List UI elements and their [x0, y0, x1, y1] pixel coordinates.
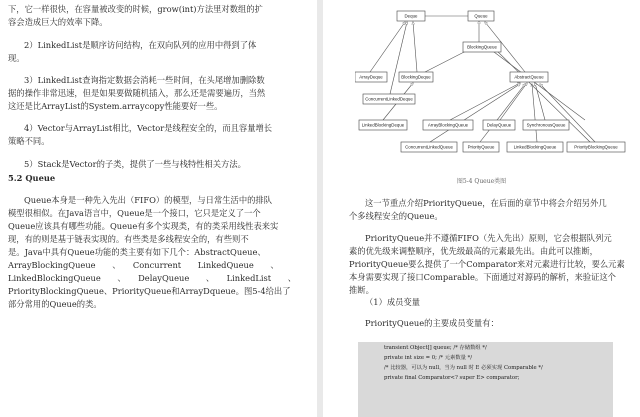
text-line: 现。 [8, 53, 25, 63]
svg-text:ConcurrentLinkedDeque: ConcurrentLinkedDeque [365, 96, 413, 102]
svg-text:Deque: Deque [404, 13, 418, 19]
node-queue [468, 11, 494, 21]
text-line: PriorityQueue要么提供了一个Comparator来对元素进行比较，要么元素 [349, 259, 625, 269]
code-line: private int size = 0; /* 元素数量 */ [384, 355, 473, 361]
text-line: 策略不同。 [8, 136, 50, 146]
code-line: transient Object[] queue; /* 存储数组 */ [384, 345, 487, 351]
text-line: 5）Stack是Vector的子类，提供了一些与栈特性相关方法。 [24, 159, 246, 169]
text-line: PriorityQueue并不遵循FIFO（先入先出）原则，它会根据队列元 [365, 233, 612, 243]
text-line: ArrayBlockingQueue 、 Concurrent LinkedQueue 、 [8, 260, 279, 270]
text-line: 这一节重点介绍PriorityQueue，在后面的章节中将会介绍另外几 [365, 198, 607, 208]
node-blocking-deque [399, 72, 433, 82]
text-line: Queue应该具有哪些功能。Queue有多个实现类，有的类采用线性表来实 [8, 221, 279, 231]
node-abstract-queue [510, 72, 548, 82]
left-page [0, 0, 317, 417]
text-line: 3）LinkedList查询指定数据会消耗一些时间，在头尾增加删除数 [24, 75, 265, 85]
node-concurrent-linked-queue [401, 142, 457, 152]
svg-text:SynchronousQueue: SynchronousQueue [526, 122, 566, 128]
queue-class-diagram [355, 4, 627, 156]
text-line: 下，它一样很快，在容量被改变的时候，grow(int)方法里对数组的扩 [8, 4, 263, 14]
node-array-blocking-queue [423, 120, 473, 130]
node-deque [397, 11, 425, 21]
svg-text:ConcurrentLinkedQueue: ConcurrentLinkedQueue [405, 144, 453, 150]
node-concurrent-linked-deque [363, 94, 415, 104]
text-line: LinkedBlockingQueue 、 DelayQueue 、 LinkedList 、 [8, 273, 297, 283]
svg-text:ArrayDeque: ArrayDeque [359, 74, 383, 80]
code-block [358, 342, 613, 417]
text-line: 容会造成巨大的效率下降。 [8, 17, 108, 27]
node-array-deque [355, 72, 387, 82]
text-line: 据的操作非常迅速，但是如果要做随机插入，那么还是需要遍历，当然 [8, 88, 266, 98]
node-priority-blocking-queue [567, 142, 625, 152]
text-line: 素的优先级来调整顺序，优先级最高的元素最先出。由此可以推断， [349, 246, 598, 256]
text-line: 模型很相似。在Java语言中，Queue是一个接口，它只是定义了一个 [8, 208, 261, 218]
text-line: 4）Vector与ArrayList相比，Vector是线程安全的，而且容量增长 [24, 123, 273, 133]
node-linked-blocking-deque [359, 120, 407, 130]
svg-text:LinkedBlockingDeque: LinkedBlockingDeque [361, 122, 405, 128]
figure-caption: 图5-4 Queue类图 [456, 178, 507, 185]
svg-text:BlockingDeque: BlockingDeque [401, 74, 431, 80]
svg-text:PriorityQueue: PriorityQueue [467, 144, 495, 150]
text-line: Queue本身是一种先入先出（FIFO）的模型，与日常生活中的排队 [24, 195, 273, 205]
node-delay-queue [483, 120, 515, 130]
code-line: private final Comparator<? super E> comparator; [384, 375, 520, 381]
text-line: 本身需要实现了接口Comparable。下面通过对源码的解析，来验证这个 [349, 272, 616, 282]
text-line: PriorityBlockingQueue、PriorityQueue和ArrayDqueue。图5-4给出了 [8, 286, 291, 296]
code-line: /* 比较器，可以为 null，当为 null 时 E 必须实现 Comparable */ [384, 365, 543, 371]
svg-text:AbstractQueue: AbstractQueue [514, 74, 544, 80]
node-linked-blocking-queue [507, 142, 563, 152]
text-line: 个多线程安全的Queue。 [349, 211, 443, 221]
node-blocking-queue [463, 42, 501, 52]
node-synchronous-queue [523, 120, 569, 130]
subsection-heading: （1）成员变量 [365, 297, 421, 307]
text-line: 2）LinkedList是顺序访问结构，在双向队列的应用中得到了体 [24, 40, 257, 50]
svg-text:LinkedBlockingQueue: LinkedBlockingQueue [513, 144, 557, 150]
svg-text:ArrayBlockingQueue: ArrayBlockingQueue [427, 122, 469, 128]
text-line: 现，有的则是基于链表实现的。有些类是多线程安全的，有些则不 [8, 234, 249, 244]
text-line: 部分常用的Queue的类。 [8, 299, 102, 309]
svg-text:PriorityBlockingQueue: PriorityBlockingQueue [574, 144, 618, 150]
svg-text:DelayQueue: DelayQueue [486, 122, 512, 128]
section-heading: 5.2 Queue [8, 173, 56, 183]
right-page [323, 0, 640, 417]
text-line: PriorityQueue的主要成员变量有： [365, 318, 499, 328]
text-line: 推断。 [349, 285, 374, 295]
svg-text:Queue: Queue [474, 13, 488, 19]
svg-text:BlockingQueue: BlockingQueue [467, 44, 497, 50]
node-priority-queue [463, 142, 499, 152]
text-line: 这还是比ArrayList的System.arraycopy性能要好一些。 [8, 101, 223, 111]
text-line: 是。Java中具有Queue功能的类主要有如下几个：AbstractQueue、 [8, 247, 266, 257]
